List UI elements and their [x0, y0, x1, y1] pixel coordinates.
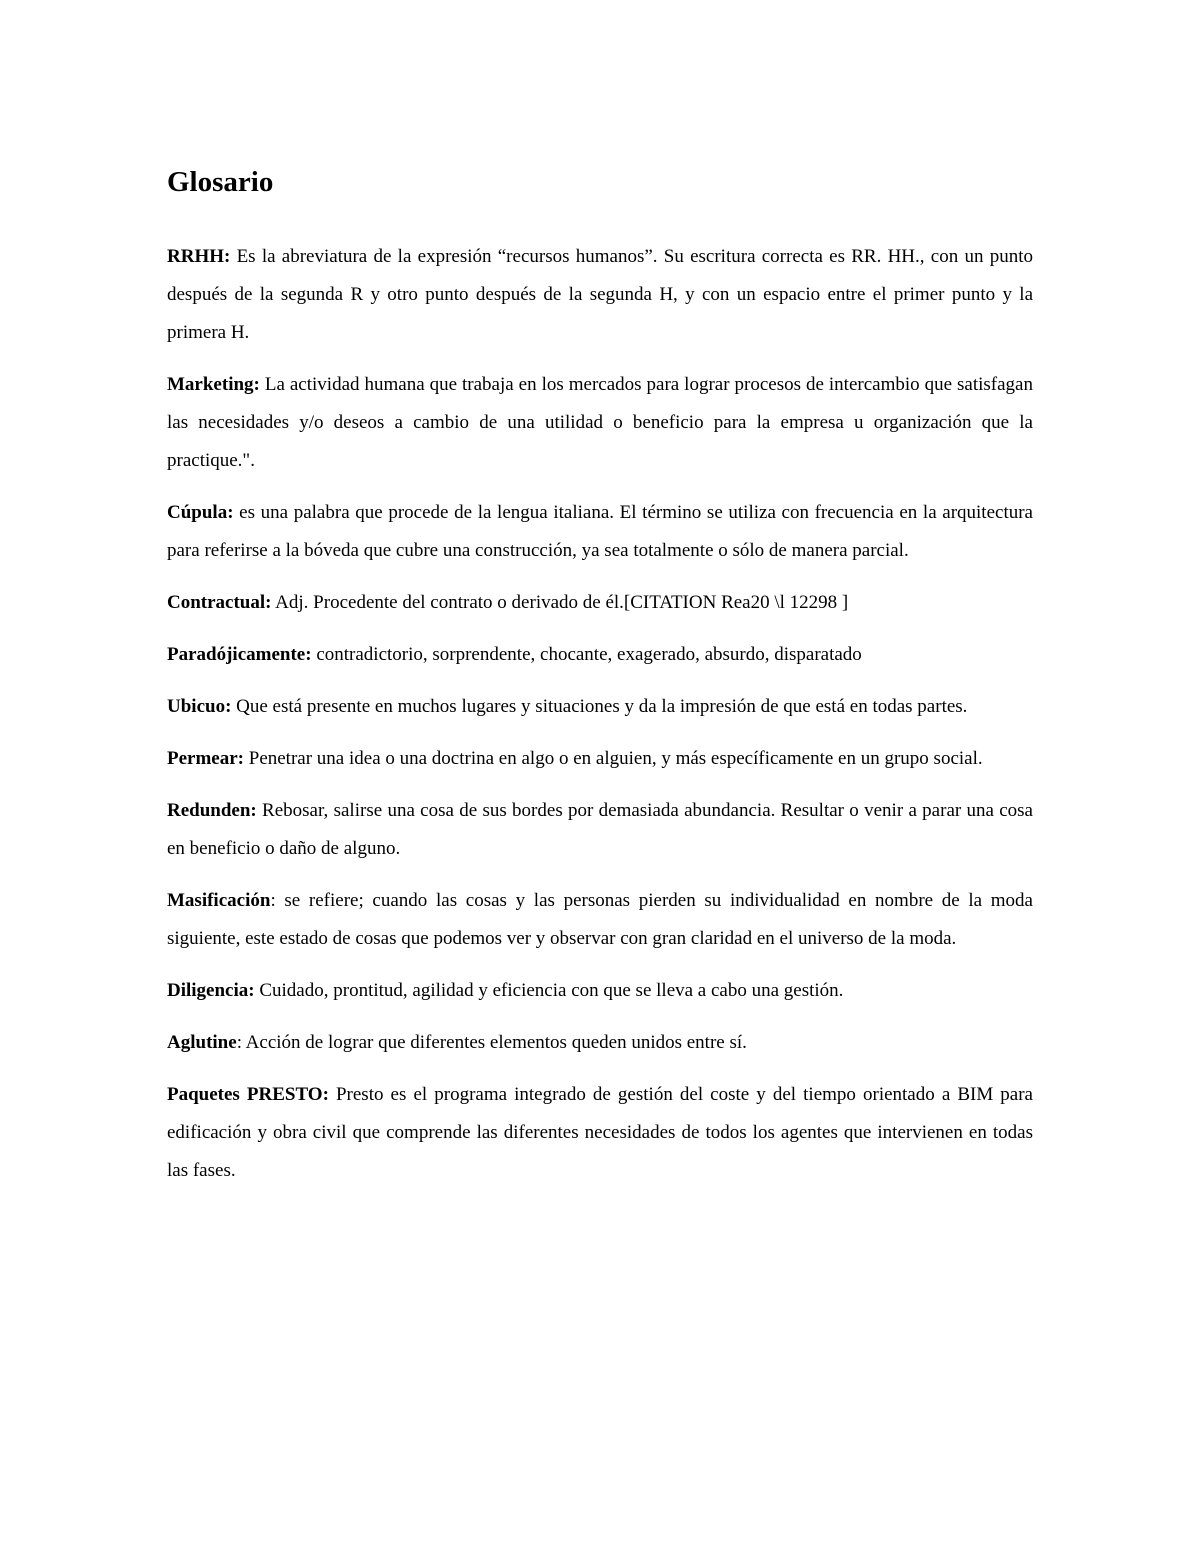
glossary-term: Diligencia:: [167, 980, 255, 1001]
glossary-entry-paquetes-presto: [167, 1076, 1033, 1190]
glossary-definition: es una palabra que procede de la lengua italiana. El término se utiliza con frecuencia en la arquitectura para referirse a la bóveda que cubre una construcción, ya sea totalmente o sólo de manera parcial.: [167, 502, 1033, 561]
glossary-term: Cúpula:: [167, 502, 234, 523]
glossary-term: Paquetes PRESTO:: [167, 1084, 329, 1105]
glossary-definition: Cuidado, prontitud, agilidad y eficiencia con que se lleva a cabo una gestión.: [254, 980, 844, 1001]
glossary-entry-rrhh: [167, 238, 1033, 352]
glossary-definition: Adj. Procedente del contrato o derivado de él.[CITATION Rea20 \l 12298 ]: [271, 592, 849, 613]
glossary-entry-marketing: [167, 366, 1033, 480]
glossary-entry-cupula: [167, 494, 1033, 570]
glossary-term: Permear:: [167, 748, 244, 769]
page-title: Glosario: [167, 166, 274, 198]
glossary-definition: Presto es el programa integrado de gestión del coste y del tiempo orientado a BIM para edificación y obra civil que comprende las diferentes necesidades de todos los agentes que intervienen en todas las fases.: [167, 1084, 1033, 1181]
glossary-definition: Rebosar, salirse una cosa de sus bordes por demasiada abundancia. Resultar o venir a parar una cosa en beneficio o daño de alguno.: [167, 800, 1033, 859]
glossary-entry-redunden: [167, 792, 1033, 868]
glossary-term: Masificación: [167, 890, 271, 911]
glossary-entry-diligencia: [167, 972, 1033, 1010]
glossary-definition: Que está presente en muchos lugares y situaciones y da la impresión de que está en todas partes.: [231, 696, 968, 717]
glossary-entry-masificacion: [167, 882, 1033, 958]
glossary-entry-paradojicamente: [167, 636, 1033, 674]
glossary-definition: contradictorio, sorprendente, chocante, exagerado, absurdo, disparatado: [311, 644, 862, 665]
glossary-definition: : Acción de lograr que diferentes elementos queden unidos entre sí.: [236, 1032, 747, 1053]
glossary-term: Redunden:: [167, 800, 257, 821]
glossary-term: Aglutine: [167, 1032, 237, 1053]
document-page: [167, 160, 1033, 1204]
glossary-definition: La actividad humana que trabaja en los mercados para lograr procesos de intercambio que satisfagan las necesidades y/o deseos a cambio de una utilidad o beneficio para la empresa u organización que la practique.".: [167, 374, 1033, 471]
glossary-term: Contractual:: [167, 592, 272, 613]
glossary-entry-permear: [167, 740, 1033, 778]
glossary-entry-ubicuo: [167, 688, 1033, 726]
glossary-definition: : se refiere; cuando las cosas y las personas pierden su individualidad en nombre de la moda siguiente, este estado de cosas que podemos ver y observar con gran claridad en el universo de la moda.: [167, 890, 1033, 949]
glossary-term: RRHH:: [167, 246, 231, 267]
glossary-definition: Es la abreviatura de la expresión “recursos humanos”. Su escritura correcta es RR. HH., con un punto después de la segunda R y otro punto después de la segunda H, y con un espacio entre el primer punto y la primera H.: [167, 246, 1033, 343]
glossary-entry-aglutine: [167, 1024, 1033, 1062]
glossary-definition: Penetrar una idea o una doctrina en algo o en alguien, y más específicamente en un grupo social.: [244, 748, 983, 769]
glossary-term: Marketing:: [167, 374, 260, 395]
glossary-term: Ubicuo:: [167, 696, 232, 717]
glossary-entry-contractual: [167, 584, 1033, 622]
glossary-term: Paradójicamente:: [167, 644, 312, 665]
